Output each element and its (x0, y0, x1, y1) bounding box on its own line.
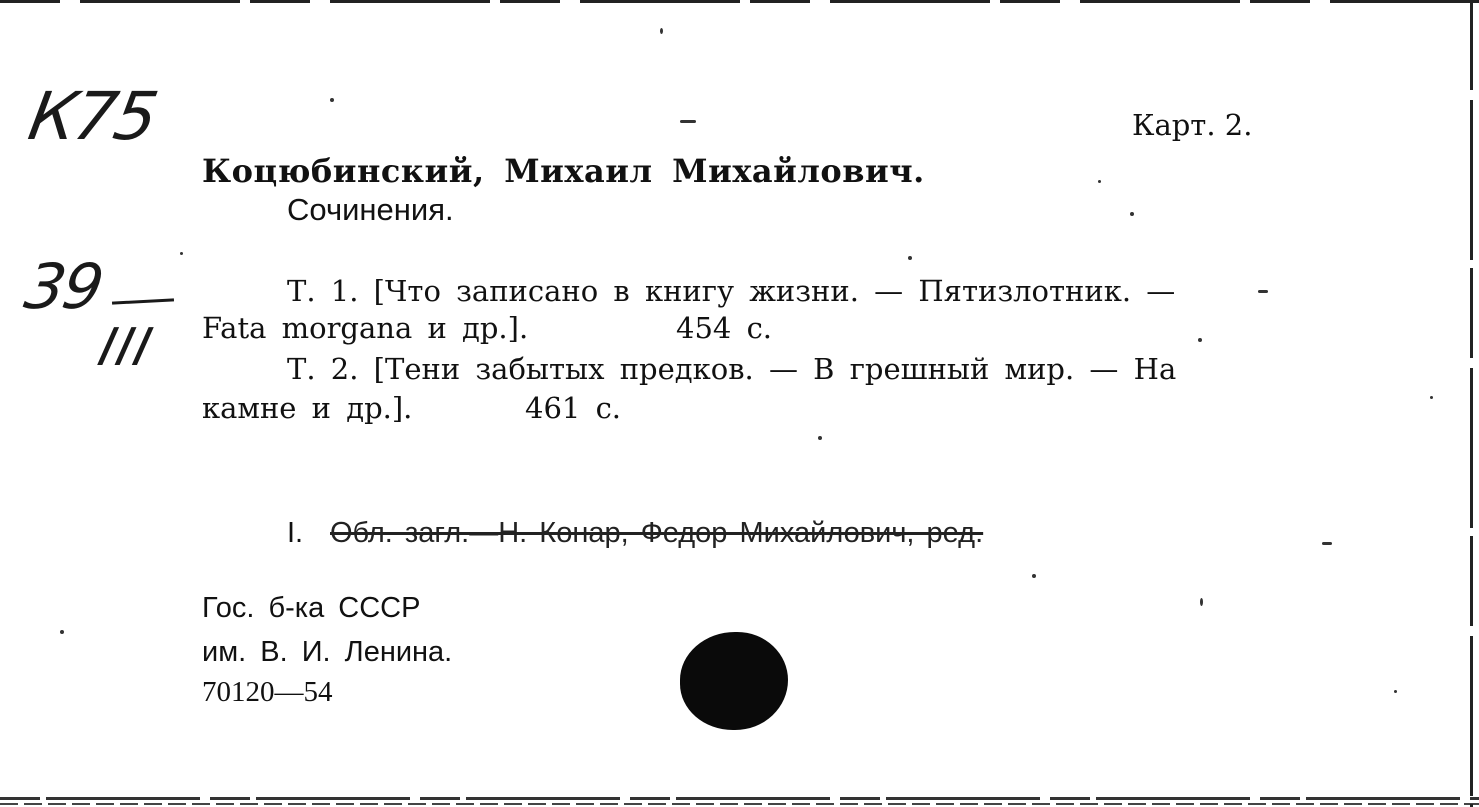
author-heading: Коцюбинский, Михаил Михайлович. (202, 152, 925, 190)
scan-speck (1322, 542, 1332, 545)
volume-1-contents-cont: Fata morgana и др.]. (202, 311, 529, 345)
scan-speck (60, 630, 64, 634)
scan-speck (680, 120, 696, 123)
scan-speck (330, 98, 334, 102)
work-title: Сочинения. (287, 192, 454, 227)
volume-1-contents: Т. 1. [Что записано в книгу жизни. — Пятизлотник. — (287, 274, 1176, 308)
call-number-handwritten-top: К75 (23, 78, 162, 155)
tracing-struck-through: Обл. загл.—Н. Конар, Федор Михайлович, ред. (330, 517, 984, 549)
call-number-handwritten-main: 39 (19, 250, 108, 323)
card-print-number: 70120—54 (202, 676, 333, 708)
card-top-edge (0, 0, 1479, 3)
scan-speck (908, 256, 912, 260)
card-number: Карт. 2. (1132, 108, 1253, 142)
scan-speck (1098, 180, 1101, 183)
punch-hole (680, 632, 788, 730)
scan-speck (1258, 290, 1268, 293)
library-name-cont: им. В. И. Ленина. (202, 636, 453, 668)
scan-speck (180, 252, 183, 255)
tracing-number: I. (287, 517, 304, 549)
volume-1-pages: 454 с. (676, 311, 773, 345)
scan-speck (660, 28, 663, 34)
call-number-handwritten-sub: III (92, 318, 160, 378)
volume-2-contents: Т. 2. [Тени забытых предков. — В грешный мир. — На (287, 352, 1177, 386)
scan-speck (1430, 396, 1433, 399)
scan-speck (1032, 574, 1036, 578)
scan-speck (818, 436, 822, 440)
library-name: Гос. б-ка СССР (202, 592, 421, 624)
card-right-edge (1470, 0, 1473, 807)
scan-speck (1200, 598, 1203, 606)
call-number-fraction-line (112, 298, 174, 304)
card-bottom-edge-shadow (0, 803, 1479, 805)
scan-speck (1198, 338, 1202, 342)
scan-speck (1394, 690, 1397, 693)
volume-2-contents-cont: камне и др.]. (202, 391, 413, 425)
volume-2-pages: 461 с. (525, 391, 622, 425)
scan-speck (1130, 212, 1134, 216)
card-bottom-edge (0, 797, 1479, 800)
